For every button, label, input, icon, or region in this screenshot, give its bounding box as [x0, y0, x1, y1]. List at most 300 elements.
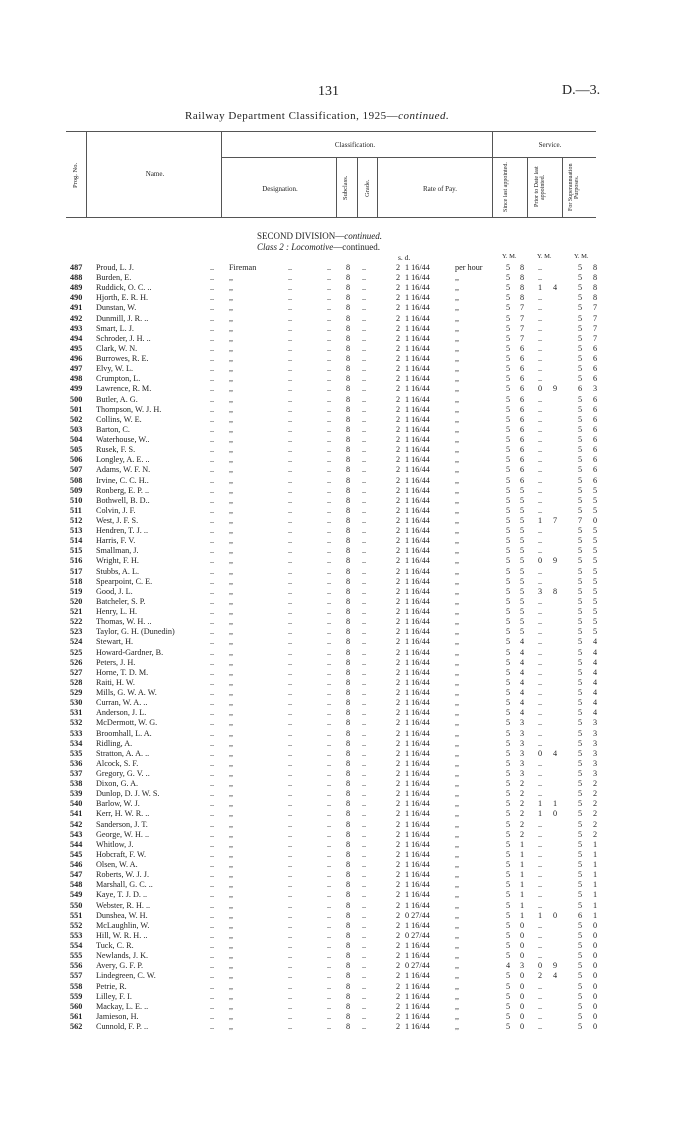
- since-years-cell: 5: [506, 718, 511, 728]
- prog-no-cell: 557: [70, 971, 83, 981]
- super-months-cell: 5: [593, 627, 598, 637]
- subclass-cell: 8: [346, 677, 351, 687]
- subclass-cell: 8: [346, 465, 351, 475]
- designation-cell: ,,: [229, 647, 234, 657]
- per-hour-cell: ,,: [455, 728, 460, 738]
- prior-years-cell: ..: [538, 273, 543, 283]
- leader-dots: ..: [327, 738, 332, 748]
- since-years-cell: 5: [506, 667, 511, 677]
- name-cell: Anderson, J. L.: [96, 708, 147, 718]
- prog-no-cell: 553: [70, 930, 83, 940]
- subclass-cell: 8: [346, 617, 351, 627]
- designation-cell: ,,: [229, 698, 234, 708]
- grade-cell: 2: [396, 688, 401, 698]
- subclass-cell: 8: [346, 981, 351, 991]
- header-vrule-5: [377, 157, 378, 217]
- table-row: [0, 688, 700, 698]
- header-rule-bottom: [66, 217, 596, 218]
- leader-dots: ..: [210, 293, 215, 303]
- leader-dots: ..: [210, 556, 215, 566]
- prog-no-cell: 537: [70, 769, 83, 778]
- per-hour-cell: ,,: [455, 576, 460, 586]
- leader-dots: ..: [362, 263, 367, 272]
- designation-cell: ,,: [229, 293, 234, 303]
- since-months-cell: 2: [520, 809, 525, 819]
- super-years-cell: 5: [578, 688, 583, 698]
- super-months-cell: 0: [593, 516, 598, 525]
- subclass-cell: 8: [346, 941, 351, 951]
- designation-cell: ,,: [229, 657, 234, 667]
- since-months-cell: 6: [520, 394, 525, 404]
- leader-dots: ..: [288, 769, 293, 778]
- leader-dots: ..: [362, 627, 367, 637]
- per-hour-cell: ,,: [455, 677, 460, 687]
- super-months-cell: 6: [593, 354, 598, 364]
- prog-no-cell: 525: [70, 647, 83, 657]
- name-cell: Stratton, A. A. ..: [96, 748, 150, 758]
- per-hour-cell: ,,: [455, 829, 460, 839]
- rate-cell: 1 16/44: [405, 374, 430, 384]
- since-years-cell: 5: [506, 445, 511, 455]
- since-months-cell: 1: [520, 849, 525, 859]
- subclass-cell: 8: [346, 536, 351, 546]
- name-cell: Colvin, J. F.: [96, 505, 136, 515]
- super-months-cell: 3: [593, 738, 598, 748]
- leader-dots: ..: [327, 728, 332, 738]
- header-vrule-8: [562, 157, 563, 217]
- prog-no-cell: 527: [70, 667, 83, 677]
- since-years-cell: 5: [506, 738, 511, 748]
- subclass-cell: 8: [346, 343, 351, 353]
- leader-dots: ..: [362, 981, 367, 991]
- super-months-cell: 6: [593, 475, 598, 485]
- designation-cell: ,,: [229, 414, 234, 424]
- subclass-cell: 8: [346, 546, 351, 556]
- header-rule-top: [66, 131, 596, 132]
- leader-dots: ..: [362, 505, 367, 515]
- prior-years-cell: ..: [538, 860, 543, 870]
- grade-cell: 2: [396, 657, 401, 667]
- leader-dots: ..: [288, 495, 293, 505]
- table-row: [0, 567, 700, 577]
- table-row: [0, 668, 700, 678]
- table-row: [0, 455, 700, 465]
- table-row: [0, 516, 700, 526]
- since-months-cell: 5: [520, 617, 525, 627]
- designation-cell: ,,: [229, 991, 234, 1001]
- super-years-cell: 5: [578, 698, 583, 708]
- leader-dots: ..: [327, 586, 332, 596]
- leader-dots: ..: [327, 384, 332, 394]
- rate-cell: 1 16/44: [405, 677, 430, 687]
- leader-dots: ..: [362, 809, 367, 819]
- since-months-cell: 2: [520, 789, 525, 799]
- prior-months-cell: 1: [553, 799, 558, 809]
- per-hour-cell: ,,: [455, 414, 460, 424]
- leader-dots: ..: [362, 374, 367, 384]
- leader-dots: ..: [210, 677, 215, 687]
- super-months-cell: 4: [593, 677, 598, 687]
- rate-cell: 1 16/44: [405, 424, 430, 434]
- table-row: [0, 445, 700, 455]
- leader-dots: ..: [288, 283, 293, 293]
- leader-dots: ..: [327, 748, 332, 758]
- super-years-cell: 5: [578, 293, 583, 303]
- prior-years-cell: ..: [538, 728, 543, 738]
- leader-dots: ..: [362, 637, 367, 647]
- super-months-cell: 6: [593, 414, 598, 424]
- prog-no-cell: 518: [70, 576, 83, 586]
- per-hour-cell: ,,: [455, 505, 460, 515]
- table-row: [0, 759, 700, 769]
- leader-dots: ..: [327, 657, 332, 667]
- prior-years-cell: ..: [538, 526, 543, 536]
- since-years-cell: 5: [506, 343, 511, 353]
- leader-dots: ..: [210, 485, 215, 495]
- super-years-cell: 5: [578, 860, 583, 870]
- leader-dots: ..: [362, 546, 367, 556]
- prog-no-cell: 510: [70, 495, 83, 505]
- designation-cell: ,,: [229, 951, 234, 961]
- rate-cell: 1 16/44: [405, 890, 430, 900]
- leader-dots: ..: [288, 698, 293, 708]
- rate-cell: 1 16/44: [405, 799, 430, 809]
- prior-years-cell: ..: [538, 870, 543, 880]
- grade-cell: 2: [396, 991, 401, 1001]
- since-years-cell: 5: [506, 920, 511, 930]
- prog-no-cell: 524: [70, 637, 83, 647]
- prog-no-cell: 488: [70, 273, 83, 283]
- subclass-cell: 8: [346, 354, 351, 364]
- prog-no-cell: 535: [70, 748, 83, 758]
- prior-months-cell: 0: [553, 910, 558, 920]
- leader-dots: ..: [288, 273, 293, 283]
- since-years-cell: 5: [506, 556, 511, 566]
- name-cell: Harris, F. V.: [96, 536, 136, 546]
- leader-dots: ..: [210, 991, 215, 1001]
- leader-dots: ..: [327, 424, 332, 434]
- leader-dots: ..: [327, 536, 332, 546]
- prior-years-cell: ..: [538, 637, 543, 647]
- since-years-cell: 5: [506, 849, 511, 859]
- leader-dots: ..: [288, 323, 293, 333]
- leader-dots: ..: [210, 576, 215, 586]
- leader-dots: ..: [362, 293, 367, 303]
- since-months-cell: 1: [520, 870, 525, 880]
- leader-dots: ..: [210, 283, 215, 293]
- super-years-cell: 5: [578, 313, 583, 323]
- leader-dots: ..: [362, 657, 367, 667]
- since-months-cell: 8: [520, 263, 525, 272]
- since-years-cell: 5: [506, 283, 511, 293]
- leader-dots: ..: [327, 951, 332, 961]
- prog-no-cell: 507: [70, 465, 83, 475]
- since-years-cell: 5: [506, 677, 511, 687]
- leader-dots: ..: [362, 526, 367, 536]
- prog-no-cell: 532: [70, 718, 83, 728]
- leader-dots: ..: [210, 404, 215, 414]
- leader-dots: ..: [327, 566, 332, 576]
- per-hour-cell: ,,: [455, 991, 460, 1001]
- since-years-cell: 5: [506, 860, 511, 870]
- since-months-cell: 7: [520, 333, 525, 343]
- subclass-cell: 8: [346, 313, 351, 323]
- since-months-cell: 6: [520, 364, 525, 374]
- prog-no-cell: 543: [70, 829, 83, 839]
- leader-dots: ..: [327, 961, 332, 971]
- per-hour-cell: ,,: [455, 333, 460, 343]
- leader-dots: ..: [327, 819, 332, 829]
- leader-dots: ..: [327, 930, 332, 940]
- prior-years-cell: ..: [538, 445, 543, 455]
- per-hour-cell: ,,: [455, 667, 460, 677]
- super-years-cell: 7: [578, 516, 583, 525]
- leader-dots: ..: [210, 536, 215, 546]
- prog-no-cell: 497: [70, 364, 83, 374]
- subclass-cell: 8: [346, 627, 351, 637]
- name-cell: Gregory, G. V. ..: [96, 769, 150, 778]
- subclass-cell: 8: [346, 819, 351, 829]
- prior-years-cell: ..: [538, 303, 543, 313]
- leader-dots: ..: [210, 890, 215, 900]
- leader-dots: ..: [362, 799, 367, 809]
- leader-dots: ..: [288, 627, 293, 637]
- per-hour-cell: ,,: [455, 698, 460, 708]
- grade-cell: 2: [396, 900, 401, 910]
- since-years-cell: 5: [506, 1022, 511, 1031]
- leader-dots: ..: [288, 607, 293, 617]
- grade-cell: 2: [396, 414, 401, 424]
- prior-years-cell: ..: [538, 708, 543, 718]
- super-years-cell: 5: [578, 667, 583, 677]
- leader-dots: ..: [288, 900, 293, 910]
- prog-no-cell: 542: [70, 819, 83, 829]
- leader-dots: ..: [288, 1022, 293, 1031]
- leader-dots: ..: [288, 961, 293, 971]
- prior-years-cell: ..: [538, 617, 543, 627]
- super-months-cell: 5: [593, 556, 598, 566]
- per-hour-cell: ,,: [455, 748, 460, 758]
- super-months-cell: 0: [593, 1022, 598, 1031]
- leader-dots: ..: [288, 485, 293, 495]
- grade-cell: 2: [396, 677, 401, 687]
- leader-dots: ..: [210, 819, 215, 829]
- name-cell: Irvine, C. C. H..: [96, 475, 149, 485]
- leader-dots: ..: [210, 698, 215, 708]
- prog-no-cell: 545: [70, 849, 83, 859]
- table-row: [0, 405, 700, 415]
- prior-years-cell: ..: [538, 930, 543, 940]
- super-years-cell: 5: [578, 323, 583, 333]
- rate-cell: 1 16/44: [405, 698, 430, 708]
- per-hour-cell: ,,: [455, 364, 460, 374]
- designation-cell: ,,: [229, 910, 234, 920]
- subclass-cell: 8: [346, 647, 351, 657]
- super-months-cell: 7: [593, 333, 598, 343]
- leader-dots: ..: [210, 414, 215, 424]
- grade-cell: 2: [396, 283, 401, 293]
- rate-cell: 1 16/44: [405, 485, 430, 495]
- super-months-cell: 4: [593, 688, 598, 698]
- leader-dots: ..: [210, 566, 215, 576]
- table-row: [0, 921, 700, 931]
- leader-dots: ..: [362, 667, 367, 677]
- per-hour-cell: ,,: [455, 394, 460, 404]
- prior-years-cell: ..: [538, 880, 543, 890]
- leader-dots: ..: [362, 688, 367, 698]
- prog-no-cell: 487: [70, 263, 83, 272]
- since-years-cell: 5: [506, 485, 511, 495]
- table-row: [0, 364, 700, 374]
- leader-dots: ..: [210, 849, 215, 859]
- subclass-cell: 8: [346, 708, 351, 718]
- since-months-cell: 1: [520, 860, 525, 870]
- leader-dots: ..: [327, 779, 332, 789]
- table-row: [0, 374, 700, 384]
- subclass-cell: 8: [346, 566, 351, 576]
- since-months-cell: 5: [520, 607, 525, 617]
- leader-dots: ..: [210, 829, 215, 839]
- super-years-cell: 5: [578, 596, 583, 606]
- super-months-cell: 4: [593, 647, 598, 657]
- header-prior-to: Prior to Date last appointed.: [534, 166, 546, 208]
- name-cell: Burden, E.: [96, 273, 132, 283]
- since-months-cell: 6: [520, 445, 525, 455]
- prior-years-cell: ..: [538, 627, 543, 637]
- super-months-cell: 8: [593, 273, 598, 283]
- super-years-cell: 5: [578, 526, 583, 536]
- prior-years-cell: ..: [538, 293, 543, 303]
- name-cell: Hobcraft, F. W.: [96, 849, 147, 859]
- rate-cell: 1 16/44: [405, 870, 430, 880]
- table-row: [0, 587, 700, 597]
- super-months-cell: 2: [593, 829, 598, 839]
- title-text: Railway Department Classification, 1925—: [185, 110, 399, 122]
- prior-years-cell: ..: [538, 657, 543, 667]
- rate-cell: 1 16/44: [405, 283, 430, 293]
- leader-dots: ..: [327, 556, 332, 566]
- leader-dots: ..: [362, 870, 367, 880]
- prior-years-cell: ..: [538, 647, 543, 657]
- super-months-cell: 1: [593, 860, 598, 870]
- table-row: [0, 577, 700, 587]
- since-months-cell: 4: [520, 698, 525, 708]
- leader-dots: ..: [288, 799, 293, 809]
- prog-no-cell: 549: [70, 890, 83, 900]
- leader-dots: ..: [362, 596, 367, 606]
- prior-years-cell: ..: [538, 263, 543, 272]
- per-hour-cell: ,,: [455, 819, 460, 829]
- subclass-cell: 8: [346, 516, 351, 525]
- rate-cell: 1 16/44: [405, 627, 430, 637]
- prior-years-cell: 0: [538, 556, 543, 566]
- leader-dots: ..: [327, 404, 332, 414]
- leader-dots: ..: [210, 769, 215, 778]
- leader-dots: ..: [362, 951, 367, 961]
- since-months-cell: 6: [520, 475, 525, 485]
- super-months-cell: 5: [593, 586, 598, 596]
- name-cell: George, W. H. ..: [96, 829, 150, 839]
- since-years-cell: 5: [506, 374, 511, 384]
- super-months-cell: 5: [593, 617, 598, 627]
- super-years-cell: 5: [578, 849, 583, 859]
- since-months-cell: 6: [520, 374, 525, 384]
- table-row: [0, 698, 700, 708]
- leader-dots: ..: [288, 1011, 293, 1021]
- per-hour-cell: ,,: [455, 769, 460, 778]
- since-months-cell: 1: [520, 839, 525, 849]
- rate-cell: 1 16/44: [405, 596, 430, 606]
- since-months-cell: 2: [520, 779, 525, 789]
- grade-cell: 2: [396, 951, 401, 961]
- leader-dots: ..: [210, 596, 215, 606]
- prior-years-cell: ..: [538, 435, 543, 445]
- leader-dots: ..: [362, 455, 367, 465]
- since-years-cell: 5: [506, 779, 511, 789]
- leader-dots: ..: [210, 313, 215, 323]
- prog-no-cell: 491: [70, 303, 83, 313]
- prior-years-cell: 2: [538, 971, 543, 981]
- designation-cell: ,,: [229, 343, 234, 353]
- leader-dots: ..: [288, 981, 293, 991]
- super-months-cell: 5: [593, 505, 598, 515]
- per-hour-cell: ,,: [455, 465, 460, 475]
- since-years-cell: 5: [506, 930, 511, 940]
- designation-cell: ,,: [229, 860, 234, 870]
- since-months-cell: 5: [520, 576, 525, 586]
- prior-years-cell: ..: [538, 414, 543, 424]
- since-months-cell: 0: [520, 1001, 525, 1011]
- since-years-cell: 5: [506, 394, 511, 404]
- leader-dots: ..: [327, 941, 332, 951]
- leader-dots: ..: [362, 900, 367, 910]
- leader-dots: ..: [210, 961, 215, 971]
- subclass-cell: 8: [346, 880, 351, 890]
- since-months-cell: 5: [520, 556, 525, 566]
- table-row: [0, 556, 700, 566]
- prior-months-cell: 9: [553, 961, 558, 971]
- table-row: [0, 911, 700, 921]
- prog-no-cell: 529: [70, 688, 83, 698]
- designation-cell: ,,: [229, 617, 234, 627]
- per-hour-cell: ,,: [455, 283, 460, 293]
- leader-dots: ..: [327, 890, 332, 900]
- subclass-cell: 8: [346, 435, 351, 445]
- since-years-cell: 5: [506, 263, 511, 272]
- table-row: [0, 729, 700, 739]
- leader-dots: ..: [210, 343, 215, 353]
- grade-cell: 2: [396, 890, 401, 900]
- grade-cell: 2: [396, 627, 401, 637]
- prog-no-cell: 534: [70, 738, 83, 748]
- leader-dots: ..: [288, 546, 293, 556]
- table-row: [0, 658, 700, 668]
- subclass-cell: 8: [346, 930, 351, 940]
- per-hour-cell: ,,: [455, 404, 460, 414]
- designation-cell: ,,: [229, 758, 234, 768]
- designation-cell: ,,: [229, 404, 234, 414]
- grade-cell: 2: [396, 435, 401, 445]
- super-years-cell: 5: [578, 728, 583, 738]
- table-row: [0, 465, 700, 475]
- table-row: [0, 779, 700, 789]
- table-row: [0, 880, 700, 890]
- leader-dots: ..: [288, 971, 293, 981]
- prog-no-cell: 559: [70, 991, 83, 1001]
- grade-cell: 2: [396, 829, 401, 839]
- grade-cell: 2: [396, 779, 401, 789]
- leader-dots: ..: [327, 698, 332, 708]
